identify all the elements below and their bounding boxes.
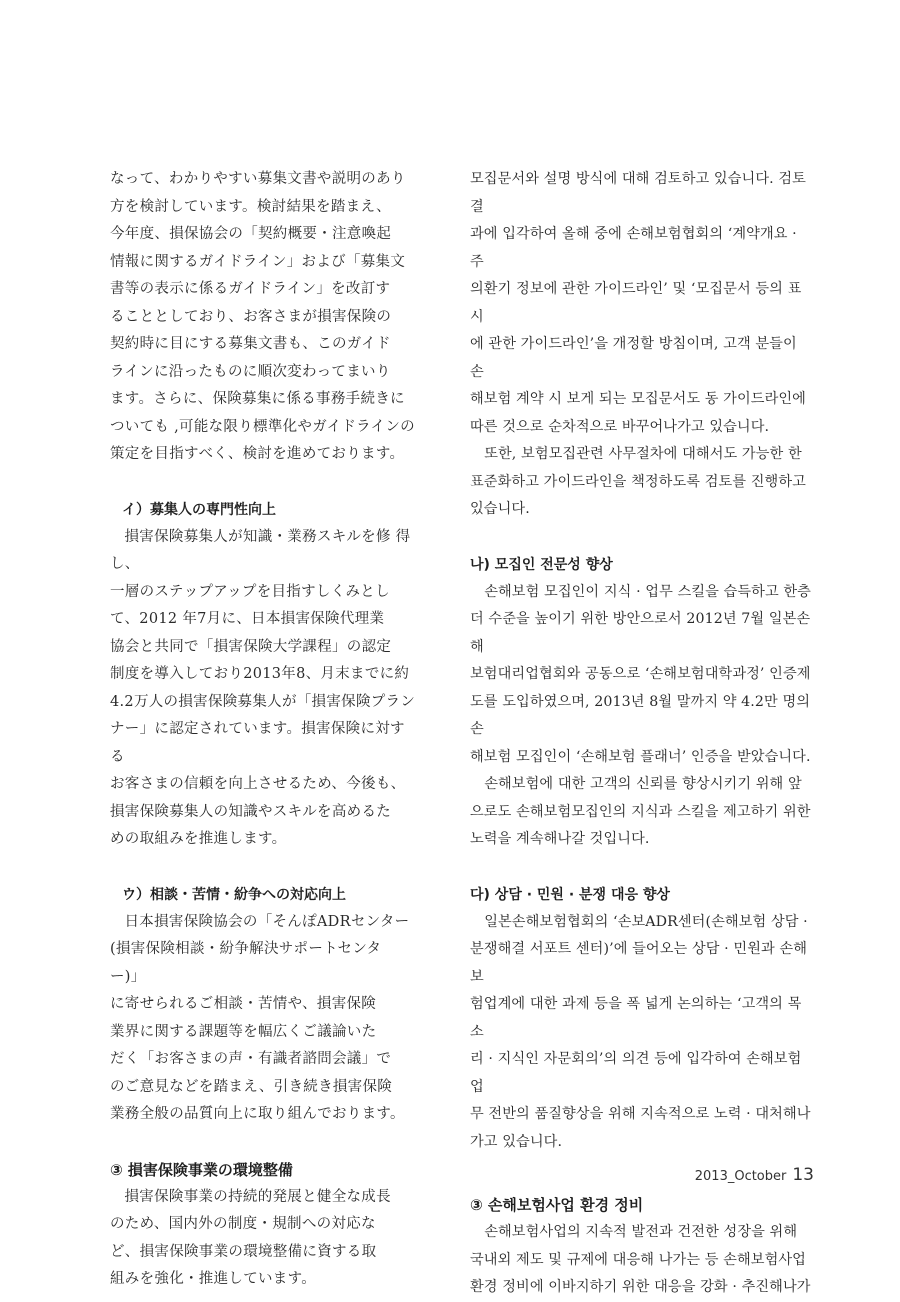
text-line: 協会と共同で「損害保険大学課程」の認定 bbox=[110, 638, 392, 655]
text-line: ます。さらに、保険募集に係る事務手続きに bbox=[110, 391, 405, 407]
text-line: 方を検討しています。検討結果を踏まえ、 bbox=[110, 198, 391, 215]
text-line: て、2012 年7月に、日本損害保険代理業 bbox=[110, 611, 385, 627]
text-line: 또한, 보험모집관련 사무절차에 대해서도 가능한 한 bbox=[484, 446, 802, 462]
text-line: 으로도 손해보험모집인의 지식과 스킬을 제고하기 위한 bbox=[470, 803, 811, 820]
text-line: 損害保険募集人が知識・業務スキルを修 得し、 bbox=[110, 528, 411, 572]
text-line: 組みを強化・推進しています。 bbox=[110, 1271, 317, 1287]
text-line: 契約時に目にする募集文書も、このガイド bbox=[110, 336, 391, 352]
text-line: 보험대리업협회와 공동으로 ‘손해보험대학과정’ 인증제 bbox=[470, 666, 811, 682]
text-line: ど、損害保険事業の環境整備に資する取 bbox=[110, 1243, 377, 1260]
text-line: 業務全般の品質向上に取り組んでおります。 bbox=[110, 1106, 405, 1122]
kr-paragraph-specialization bbox=[470, 579, 814, 772]
text-line: 制度を導入しており2013年8、月末までに約 bbox=[110, 666, 410, 682]
text-line: 策定を目指すべく、検討を進めております。 bbox=[110, 446, 405, 462]
text-line: 業界に関する課題等を幅広くご議論いた bbox=[110, 1023, 377, 1040]
text-line: 해보험 계약 시 보게 되는 모집문서도 동 가이드라인에 bbox=[470, 391, 806, 407]
text-line: お客さまの信頼を向上させるため、今後も、 bbox=[110, 776, 406, 792]
text-line: 모집문서와 설명 방식에 대해 검토하고 있습니다. 검토결 bbox=[470, 171, 806, 215]
page-number: 13 bbox=[792, 1165, 814, 1185]
text-line: 今年度、損保協会の「契約概要・注意喚起 bbox=[110, 226, 392, 242]
text-line: 표준화하고 가이드라인을 책정하도록 검토를 진행하고 bbox=[470, 473, 806, 490]
text-line: のご意見などを踏まえ、引き続き損害保険 bbox=[110, 1078, 393, 1095]
text-line: ラインに沿ったものに順次変わってまいり bbox=[110, 363, 391, 380]
kr-paragraph-consultation bbox=[470, 909, 814, 1157]
text-line: 환경 정비에 이바지하기 위한 대응을 강화 · 추진해나가 bbox=[470, 1279, 811, 1295]
text-line: 도를 도입하였으며, 2013년 8월 말까지 약 4.2만 명의 손 bbox=[470, 693, 811, 737]
text-line: 손해보험 모집인이 지식 · 업무 스킬을 습득하고 한층 bbox=[484, 583, 811, 600]
page-footer bbox=[695, 1165, 814, 1185]
text-line: 일본손해보험협회의 ‘손보ADR센터(손해보험 상담 · bbox=[484, 913, 808, 930]
text-line: 해보험 모집인이 ‘손해보험 플래너’ 인증을 받았습니다. bbox=[470, 748, 811, 765]
text-line: 리 · 지식인 자문회의’의 의견 등에 입각하여 손해보험 업 bbox=[470, 1051, 802, 1095]
kr-heading-specialization: 나) 모집인 전문성 향상 bbox=[470, 556, 613, 573]
text-line: めの取組みを推進します。 bbox=[110, 831, 287, 847]
text-line: ナー」に認定されています。損害保険に対する bbox=[110, 721, 405, 765]
jp-paragraph-environment bbox=[110, 1184, 416, 1294]
kr-heading-consultation: 다) 상담 · 민원 · 분쟁 대응 향상 bbox=[470, 886, 670, 903]
japanese-column bbox=[110, 166, 416, 1294]
kr-paragraph-environment bbox=[470, 1219, 814, 1302]
text-line: 무 전반의 품질향상을 위해 지속적으로 노력 · 대처해나 bbox=[470, 1106, 811, 1122]
text-line: のため、国内外の制度・規制への対応な bbox=[110, 1216, 376, 1232]
text-line: 가고 있습니다. bbox=[470, 1133, 563, 1150]
text-line: 따른 것으로 순차적으로 바꾸어나가고 있습니다. bbox=[470, 418, 770, 435]
text-line: ついても ,可能な限り標準化やガイドラインの bbox=[110, 418, 415, 435]
jp-heading-consultation: ウ）相談・苦情・紛争への対応向上 bbox=[122, 886, 346, 903]
text-line: 있습니다. bbox=[470, 501, 530, 517]
kr-intro-paragraph bbox=[470, 166, 814, 441]
jp-heading-specialization: イ）募集人の専門性向上 bbox=[122, 501, 276, 518]
text-line: 국내외 제도 및 규제에 대응해 나가는 등 손해보험사업 bbox=[470, 1251, 806, 1268]
text-line: に寄せられるご相談・苦情や、損害保険 bbox=[110, 996, 377, 1012]
jp-paragraph-specialization bbox=[110, 524, 416, 854]
text-line: 日本損害保険協会の「そんぽADRセンター bbox=[124, 913, 410, 930]
kr-heading-environment: ③ 손해보험사업 환경 정비 bbox=[470, 1196, 644, 1214]
jp-paragraph-consultation bbox=[110, 909, 416, 1129]
kr-paragraph-specialization-2 bbox=[470, 771, 814, 854]
text-line: 에 관한 가이드라인’을 개정할 방침이며, 고객 분들이 손 bbox=[470, 336, 797, 380]
text-line: だく「お客さまの声・有識者諮問会議」で bbox=[110, 1051, 392, 1067]
text-line: 과에 입각하여 올해 중에 손해보험협회의 ‘계약개요 · 주 bbox=[470, 226, 797, 270]
text-line: ることとしており、お客さまが損害保険の bbox=[110, 308, 392, 325]
text-line: 書等の表示に係るガイドライン」を改訂す bbox=[110, 281, 391, 297]
kr-intro-paragraph-2 bbox=[470, 441, 814, 524]
text-line: 4.2万人の損害保険募集人が「損害保険プラン bbox=[110, 693, 416, 710]
text-line: 손해보험에 대한 고객의 신뢰를 향상시키기 위해 앞 bbox=[484, 776, 802, 792]
text-line: 분쟁해결 서포트 센터)’에 들어오는 상담 · 민원과 손해보 bbox=[470, 941, 808, 985]
korean-column bbox=[470, 166, 814, 1302]
text-line: 一層のステップアップを目指すしくみとし bbox=[110, 583, 390, 600]
jp-intro-paragraph bbox=[110, 166, 416, 469]
text-line: 험업계에 대한 과제 등을 폭 넓게 논의하는 ‘고객의 목소 bbox=[470, 996, 802, 1040]
text-line: 의환기 정보에 관한 가이드라인’ 및 ‘모집문서 등의 표시 bbox=[470, 281, 802, 325]
text-line: 損害保険募集人の知識やスキルを高めるた bbox=[110, 803, 392, 820]
text-line: 더 수준을 높이기 위한 방안으로서 2012년 7월 일본손해 bbox=[470, 611, 811, 655]
text-line: 손해보험사업의 지속적 발전과 건전한 성장을 위해 bbox=[484, 1224, 798, 1240]
text-line: 損害保険事業の持続的発展と健全な成長 bbox=[124, 1188, 391, 1205]
text-line: 情報に関するガイドライン」および「募集文 bbox=[110, 253, 406, 270]
jp-heading-environment: ③ 損害保険事業の環境整備 bbox=[110, 1160, 293, 1179]
text-line: なって、わかりやすい募集文書や説明のあり bbox=[110, 171, 406, 187]
text-line: (損害保険相談・紛争解決サポートセンター)」 bbox=[110, 941, 382, 985]
text-line: 노력을 계속해나갈 것입니다. bbox=[470, 831, 650, 847]
issue-label: 2013_October bbox=[694, 1169, 787, 1184]
